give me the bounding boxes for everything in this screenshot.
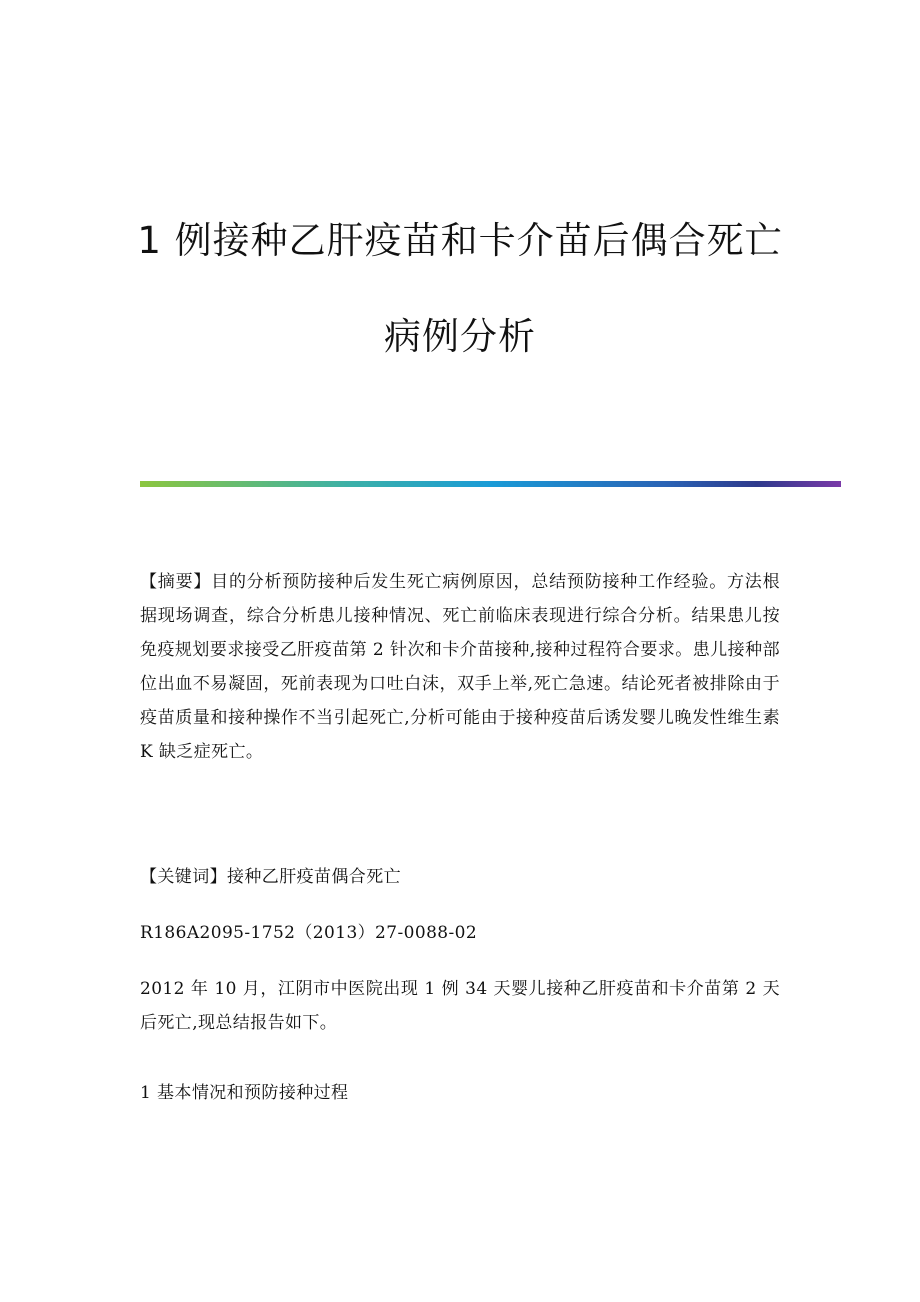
title-divider <box>140 481 841 487</box>
section-heading-1: 1 基本情况和预防接种过程 <box>140 1083 349 1103</box>
document-title-line-2: 病例分析 <box>384 315 536 358</box>
intro-paragraph: 2012 年 10 月，江阴市中医院出现 1 例 34 天婴儿接种乙肝疫苗和卡介苗第 2 天后死亡,现总结报告如下。 <box>140 979 780 1033</box>
abstract-paragraph: 【摘要】目的分析预防接种后发生死亡病例原因，总结预防接种工作经验。方法根据现场调查，综合分析患儿接种情况、死亡前临床表现进行综合分析。结果患儿按免疫规划要求接受乙肝疫苗第 2 针次和卡介苗接种,接种过程符合要求。患儿接种部位出血不易凝固，死前表现为口吐白沫，双手上举,死亡急速。结论死者被排除由于疫苗质量和接种操作不当引起死亡,分析可能由于接种疫苗后诱发婴儿晚发性维生素 K 缺乏症死亡。 <box>140 572 780 762</box>
keywords-paragraph: 【关键词】接种乙肝疫苗偶合死亡 <box>140 867 401 887</box>
document-title-line-1: 1 例接种乙肝疫苗和卡介苗后偶合死亡 <box>137 219 783 262</box>
classification-code: R186A2095-1752（2013）27-0088-02 <box>140 923 478 943</box>
